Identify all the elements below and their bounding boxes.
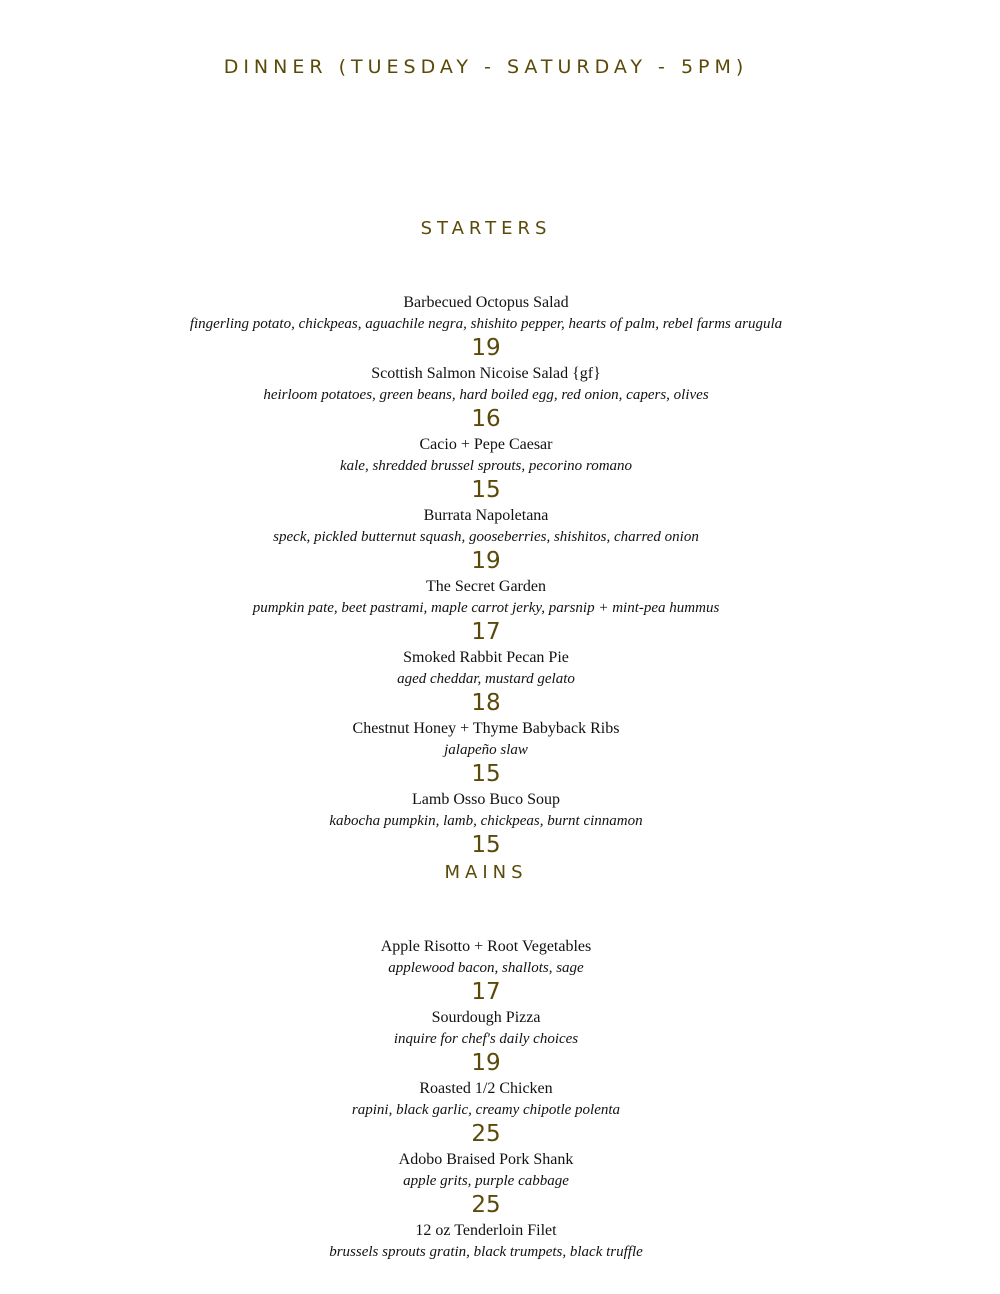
mains-list (0, 936, 972, 1291)
item-name: Adobo Braised Pork Shank (398, 1151, 574, 1168)
item-price: 25 (471, 1121, 501, 1147)
item-price: 17 (471, 979, 501, 1005)
item-price: 25 (471, 1192, 501, 1218)
section-title-starters: STARTERS (420, 218, 552, 239)
item-name: 12 oz Tenderloin Filet (415, 1222, 557, 1239)
item-description: fingerling potato, chickpeas, aguachile negra, shishito pepper, hearts of palm, rebel farms arugula (189, 316, 783, 332)
item-name: Lamb Osso Buco Soup (412, 791, 560, 808)
item-description: jalapeño slaw (444, 742, 528, 758)
menu-item (0, 1007, 972, 1078)
menu-item (0, 647, 972, 718)
menu-item (0, 1078, 972, 1149)
item-name: Cacio + Pepe Caesar (419, 436, 553, 453)
item-name: Sourdough Pizza (431, 1009, 541, 1026)
menu-item (0, 789, 972, 860)
item-name: Burrata Napoletana (423, 507, 549, 524)
item-name: Apple Risotto + Root Vegetables (380, 938, 592, 955)
item-price: 15 (471, 832, 501, 858)
item-price: 19 (471, 1050, 501, 1076)
starters-list (0, 292, 972, 860)
item-name: Barbecued Octopus Salad (403, 294, 569, 311)
item-description: pumpkin pate, beet pastrami, maple carrot jerky, parsnip + mint-pea hummus (252, 600, 720, 616)
item-description: heirloom potatoes, green beans, hard boiled egg, red onion, capers, olives (263, 387, 709, 403)
item-description: brussels sprouts gratin, black trumpets, black truffle (329, 1244, 643, 1260)
menu-item (0, 1220, 972, 1291)
menu-item (0, 292, 972, 363)
item-description: applewood bacon, shallots, sage (388, 960, 584, 976)
item-price: 15 (471, 477, 501, 503)
item-name: Roasted 1/2 Chicken (419, 1080, 553, 1097)
menu-item (0, 1149, 972, 1220)
item-description: kale, shredded brussel sprouts, pecorino romano (339, 458, 633, 474)
menu-item (0, 936, 972, 1007)
item-price: 15 (471, 761, 501, 787)
item-price: 18 (471, 690, 501, 716)
page-title: DINNER (TUESDAY - SATURDAY - 5PM) (223, 56, 749, 78)
item-description: kabocha pumpkin, lamb, chickpeas, burnt cinnamon (329, 813, 643, 829)
item-name: Scottish Salmon Nicoise Salad {gf} (371, 365, 601, 382)
item-price: 19 (471, 548, 501, 574)
item-name: Smoked Rabbit Pecan Pie (403, 649, 569, 666)
item-description: rapini, black garlic, creamy chipotle polenta (351, 1102, 621, 1118)
item-description: inquire for chef's daily choices (393, 1031, 579, 1047)
item-price: 17 (471, 619, 501, 645)
item-description: speck, pickled butternut squash, gooseberries, shishitos, charred onion (273, 529, 699, 545)
item-description: aged cheddar, mustard gelato (397, 671, 575, 687)
menu-item (0, 718, 972, 789)
item-description: apple grits, purple cabbage (403, 1173, 569, 1189)
menu-item (0, 576, 972, 647)
menu-item (0, 505, 972, 576)
menu-item (0, 434, 972, 505)
section-title-mains: MAINS (444, 862, 528, 883)
item-price: 19 (471, 335, 501, 361)
item-name: Chestnut Honey + Thyme Babyback Ribs (352, 720, 620, 737)
item-name: The Secret Garden (426, 578, 546, 595)
menu-item (0, 363, 972, 434)
item-price: 16 (471, 406, 501, 432)
